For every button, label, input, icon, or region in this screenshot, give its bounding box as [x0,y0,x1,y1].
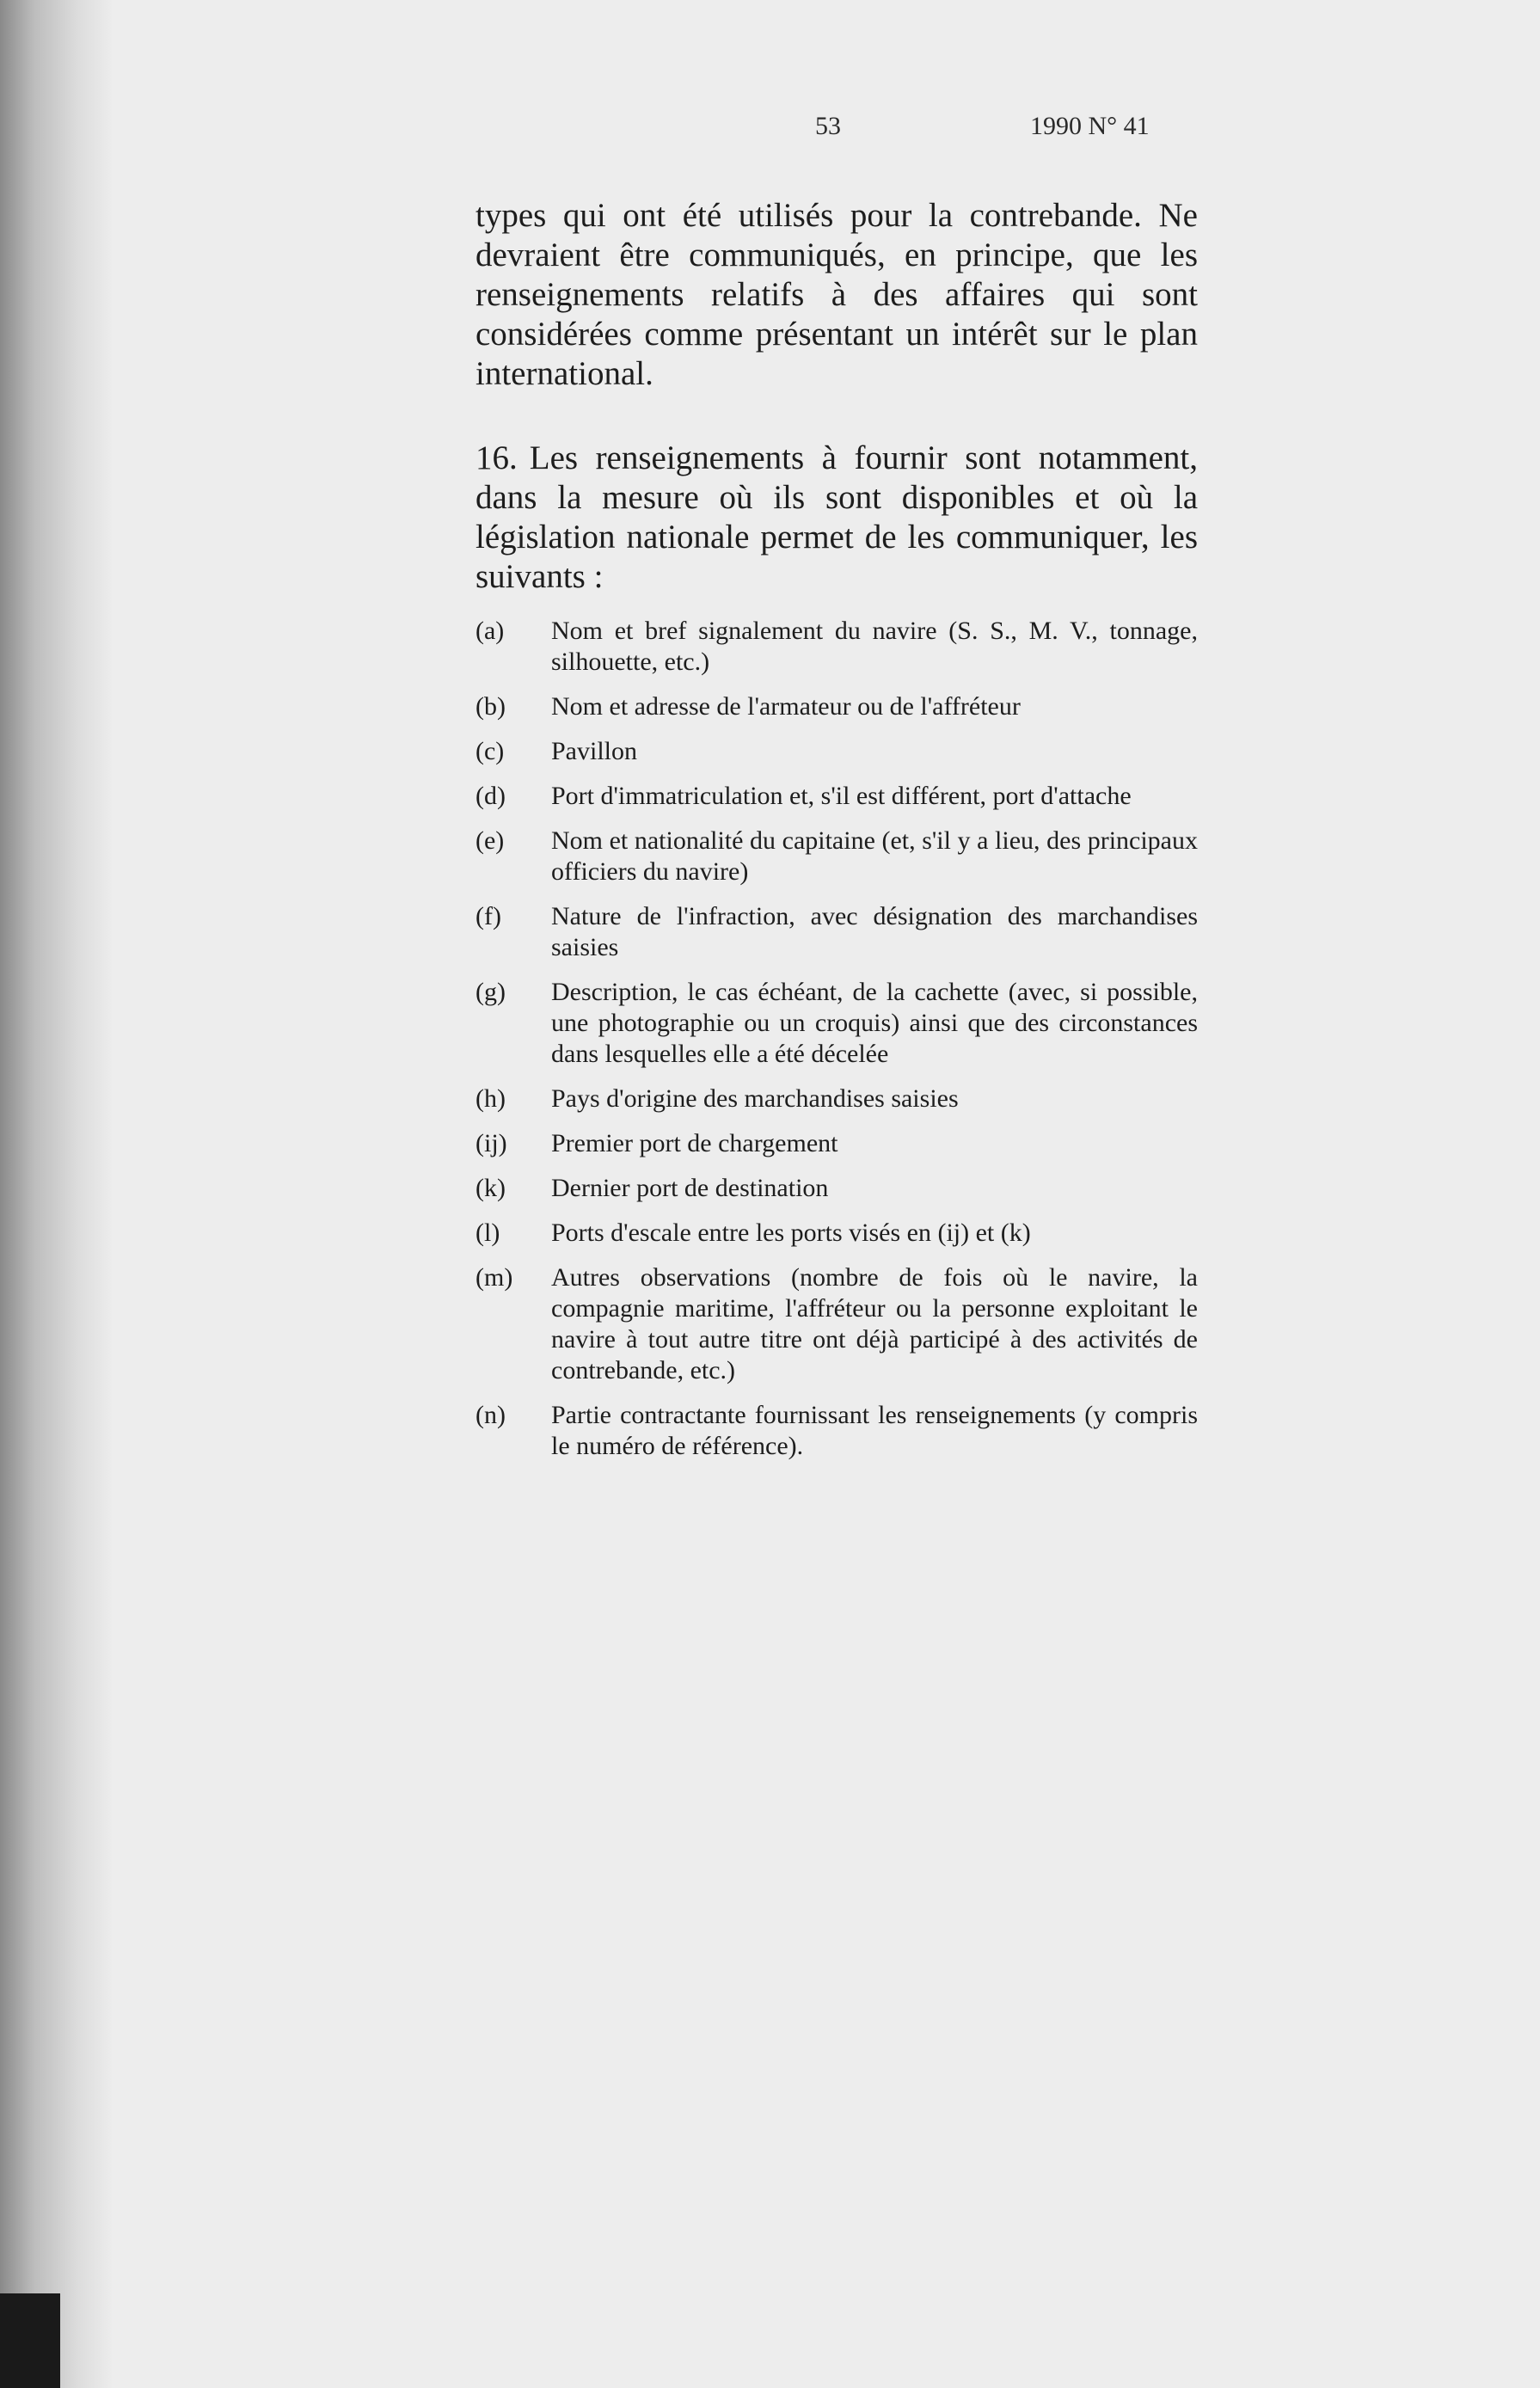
item-label: (k) [475,1174,506,1202]
list-item [475,736,1198,767]
item-label: (h) [475,1084,506,1113]
item-label: (g) [475,978,506,1006]
page-body [475,196,1198,1476]
paragraph-16 [475,439,1198,597]
intro-paragraph: types qui ont été utilisés pour la contrebande. Ne devraient être communiqués, en principe, que les renseignements relatifs à des affaires qui sont considérées comme présentant un intérêt sur le plan international. [475,197,1198,392]
item-label: (a) [475,617,505,645]
item-text: Nom et adresse de l'armateur ou de l'affréteur [551,692,1021,721]
list-item [475,1262,1198,1386]
item-text: Ports d'escale entre les ports visés en (ij) et (k) [551,1219,1031,1247]
item-label: (l) [475,1219,500,1247]
item-label: (ij) [475,1129,507,1157]
list-item [475,977,1198,1070]
paragraph-16-text: Les renseignements à fournir sont notamment, dans la mesure où ils sont disponibles et où la législation nationale permet de les communiquer, les suivants : [475,439,1198,595]
item-text: Premier port de chargement [551,1129,838,1157]
item-label: (n) [475,1401,506,1429]
list-item [475,1128,1198,1159]
item-text: Dernier port de destination [551,1174,829,1202]
item-label: (m) [475,1263,513,1292]
list-item [475,1218,1198,1249]
item-text: Nom et bref signalement du navire (S. S., M. V., tonnage, silhouette, etc.) [551,617,1198,676]
item-label: (d) [475,782,506,810]
list-item [475,1400,1198,1462]
scan-edge-dark-corner [0,2293,60,2388]
item-text: Pavillon [551,737,638,765]
item-label: (e) [475,826,505,855]
binding-gutter-shadow [0,0,112,2388]
item-text: Nom et nationalité du capitaine (et, s'il y a lieu, des principaux officiers du navire) [551,826,1198,886]
list-item [475,781,1198,812]
item-label: (b) [475,692,506,721]
item-text: Port d'immatriculation et, s'il est différent, port d'attache [551,782,1132,810]
item-list [475,616,1198,1462]
page-number: 53 [815,112,841,140]
list-item [475,826,1198,887]
list-item [475,1173,1198,1204]
item-label: (c) [475,737,505,765]
paragraph-number: 16. [475,439,518,476]
item-label: (f) [475,902,501,930]
item-text: Pays d'origine des marchandises saisies [551,1084,959,1113]
item-text: Partie contractante fournissant les renseignements (y compris le numéro de référence). [551,1401,1198,1460]
document-reference: 1990 N° 41 [1030,112,1150,140]
item-text: Nature de l'infraction, avec désignation des marchandises saisies [551,902,1198,961]
item-text: Description, le cas échéant, de la cachette (avec, si possible, une photographie ou un croquis) ainsi que des circonstances dans lesquelles elle a été décelée [551,978,1198,1068]
item-text: Autres observations (nombre de fois où le navire, la compagnie maritime, l'affréteur ou la personne exploitant le navire à tout autre titre ont déjà participé à des activités de contrebande, etc.) [551,1263,1198,1384]
list-item [475,1084,1198,1114]
list-item [475,616,1198,678]
list-item [475,901,1198,963]
list-item [475,691,1198,722]
